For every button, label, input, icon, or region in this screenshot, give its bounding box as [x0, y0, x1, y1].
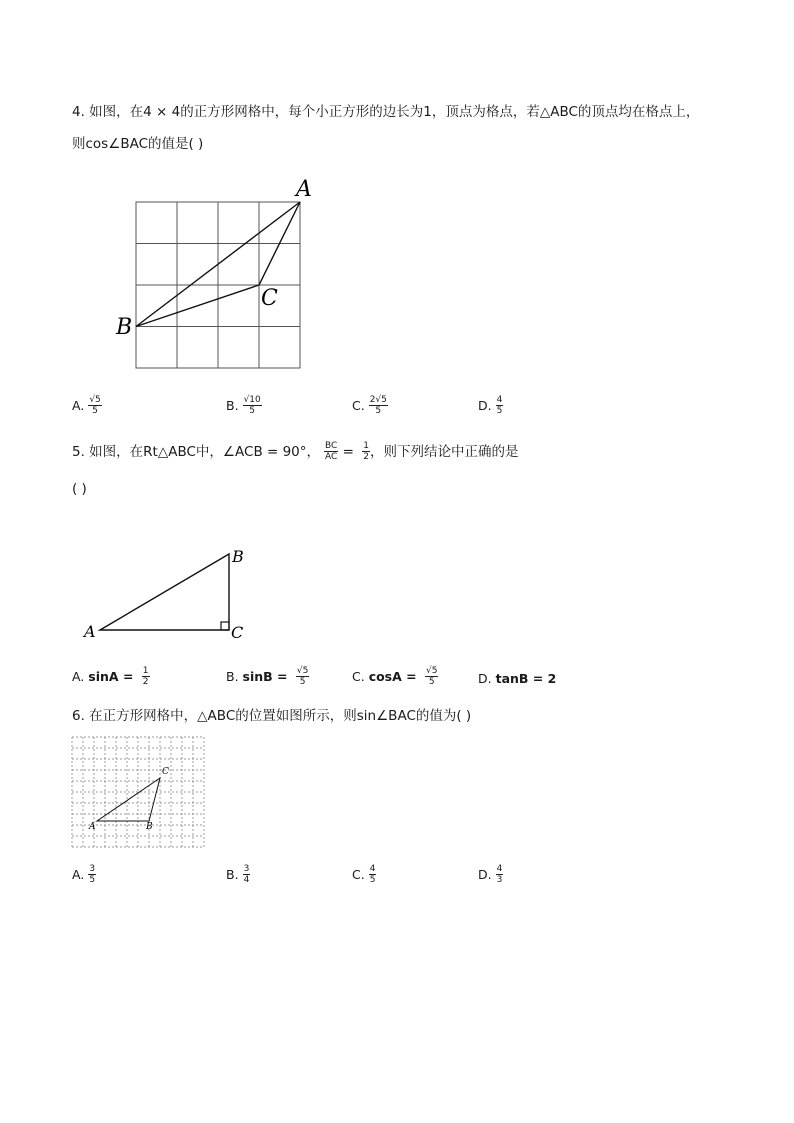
option-fraction: $\frac{3}{4}$	[243, 864, 250, 885]
q6-label-c: C	[162, 767, 169, 777]
option-fraction: $\frac{4}{5}$	[496, 395, 503, 416]
option-expression: cosA =	[368, 669, 421, 684]
option-letter: C.	[352, 867, 365, 882]
option-fraction: $\frac{√5}{5}$	[89, 395, 101, 416]
q4-label-b: B	[116, 315, 133, 340]
option-letter: D.	[478, 671, 492, 686]
q5-ratio-fraction: $\frac{BC}{AC}$	[325, 441, 338, 462]
option-letter: B.	[226, 398, 239, 413]
q5-equals: =	[338, 443, 359, 460]
q6-triangle	[97, 778, 160, 821]
option-letter: D.	[478, 398, 492, 413]
q6-option-c[interactable]	[352, 864, 376, 885]
option-fraction: $\frac{√10}{5}$	[243, 395, 261, 416]
q6-label-b: B	[146, 822, 153, 832]
option-expression: tanB = 2	[495, 671, 557, 686]
option-letter: A.	[72, 398, 85, 413]
q4-label-a: A	[296, 177, 312, 202]
option-letter: A.	[72, 867, 85, 882]
option-fraction: $\frac{4}{5}$	[369, 864, 376, 885]
option-expression: sinB =	[242, 669, 292, 684]
option-fraction: $\frac{1}{2}$	[142, 666, 149, 687]
option-letter: A.	[72, 669, 85, 684]
q4-stem-line1: 4. 如图，在4 × 4的正方形网格中，每个小正方形的边长为1，顶点为格点，若△ABC的顶点均在格点上，	[72, 104, 700, 120]
option-letter: C.	[352, 398, 365, 413]
q4-stem-line2: 则cos∠BAC的值是( )	[72, 136, 204, 152]
q5-half-fraction: $\frac{1}{2}$	[363, 441, 369, 462]
option-expression: sinA =	[88, 669, 138, 684]
q5-label-b: B	[232, 547, 244, 566]
q5-stem-text-b: ，则下列结论中正确的是	[369, 443, 519, 460]
q6-option-d[interactable]	[478, 864, 503, 885]
q5-label-a: A	[84, 622, 96, 641]
option-fraction: $\frac{√5}{5}$	[296, 666, 309, 687]
option-letter: C.	[352, 669, 365, 684]
q4-label-c: C	[261, 286, 278, 311]
option-fraction: $\frac{4}{3}$	[496, 864, 503, 885]
q6-option-a[interactable]	[72, 864, 96, 885]
option-letter: D.	[478, 867, 492, 882]
option-fraction: $\frac{3}{5}$	[89, 864, 96, 885]
q6-option-b[interactable]	[226, 864, 250, 885]
option-fraction: $\frac{√5}{5}$	[425, 666, 438, 687]
q5-stem-text-a: 5. 如图，在Rt△ABC中，∠ACB = 90°，	[72, 443, 321, 460]
option-letter: B.	[226, 669, 239, 684]
q6-label-a: A	[89, 822, 96, 832]
option-letter: B.	[226, 867, 239, 882]
option-fraction: $\frac{2√5}{5}$	[369, 395, 387, 416]
q5-label-c: C	[231, 623, 244, 642]
q6-stem-line1: 6. 在正方形网格中，△ABC的位置如图所示，则sin∠BAC的值为( )	[72, 708, 472, 724]
q5-stem-line2: ( )	[72, 481, 87, 497]
